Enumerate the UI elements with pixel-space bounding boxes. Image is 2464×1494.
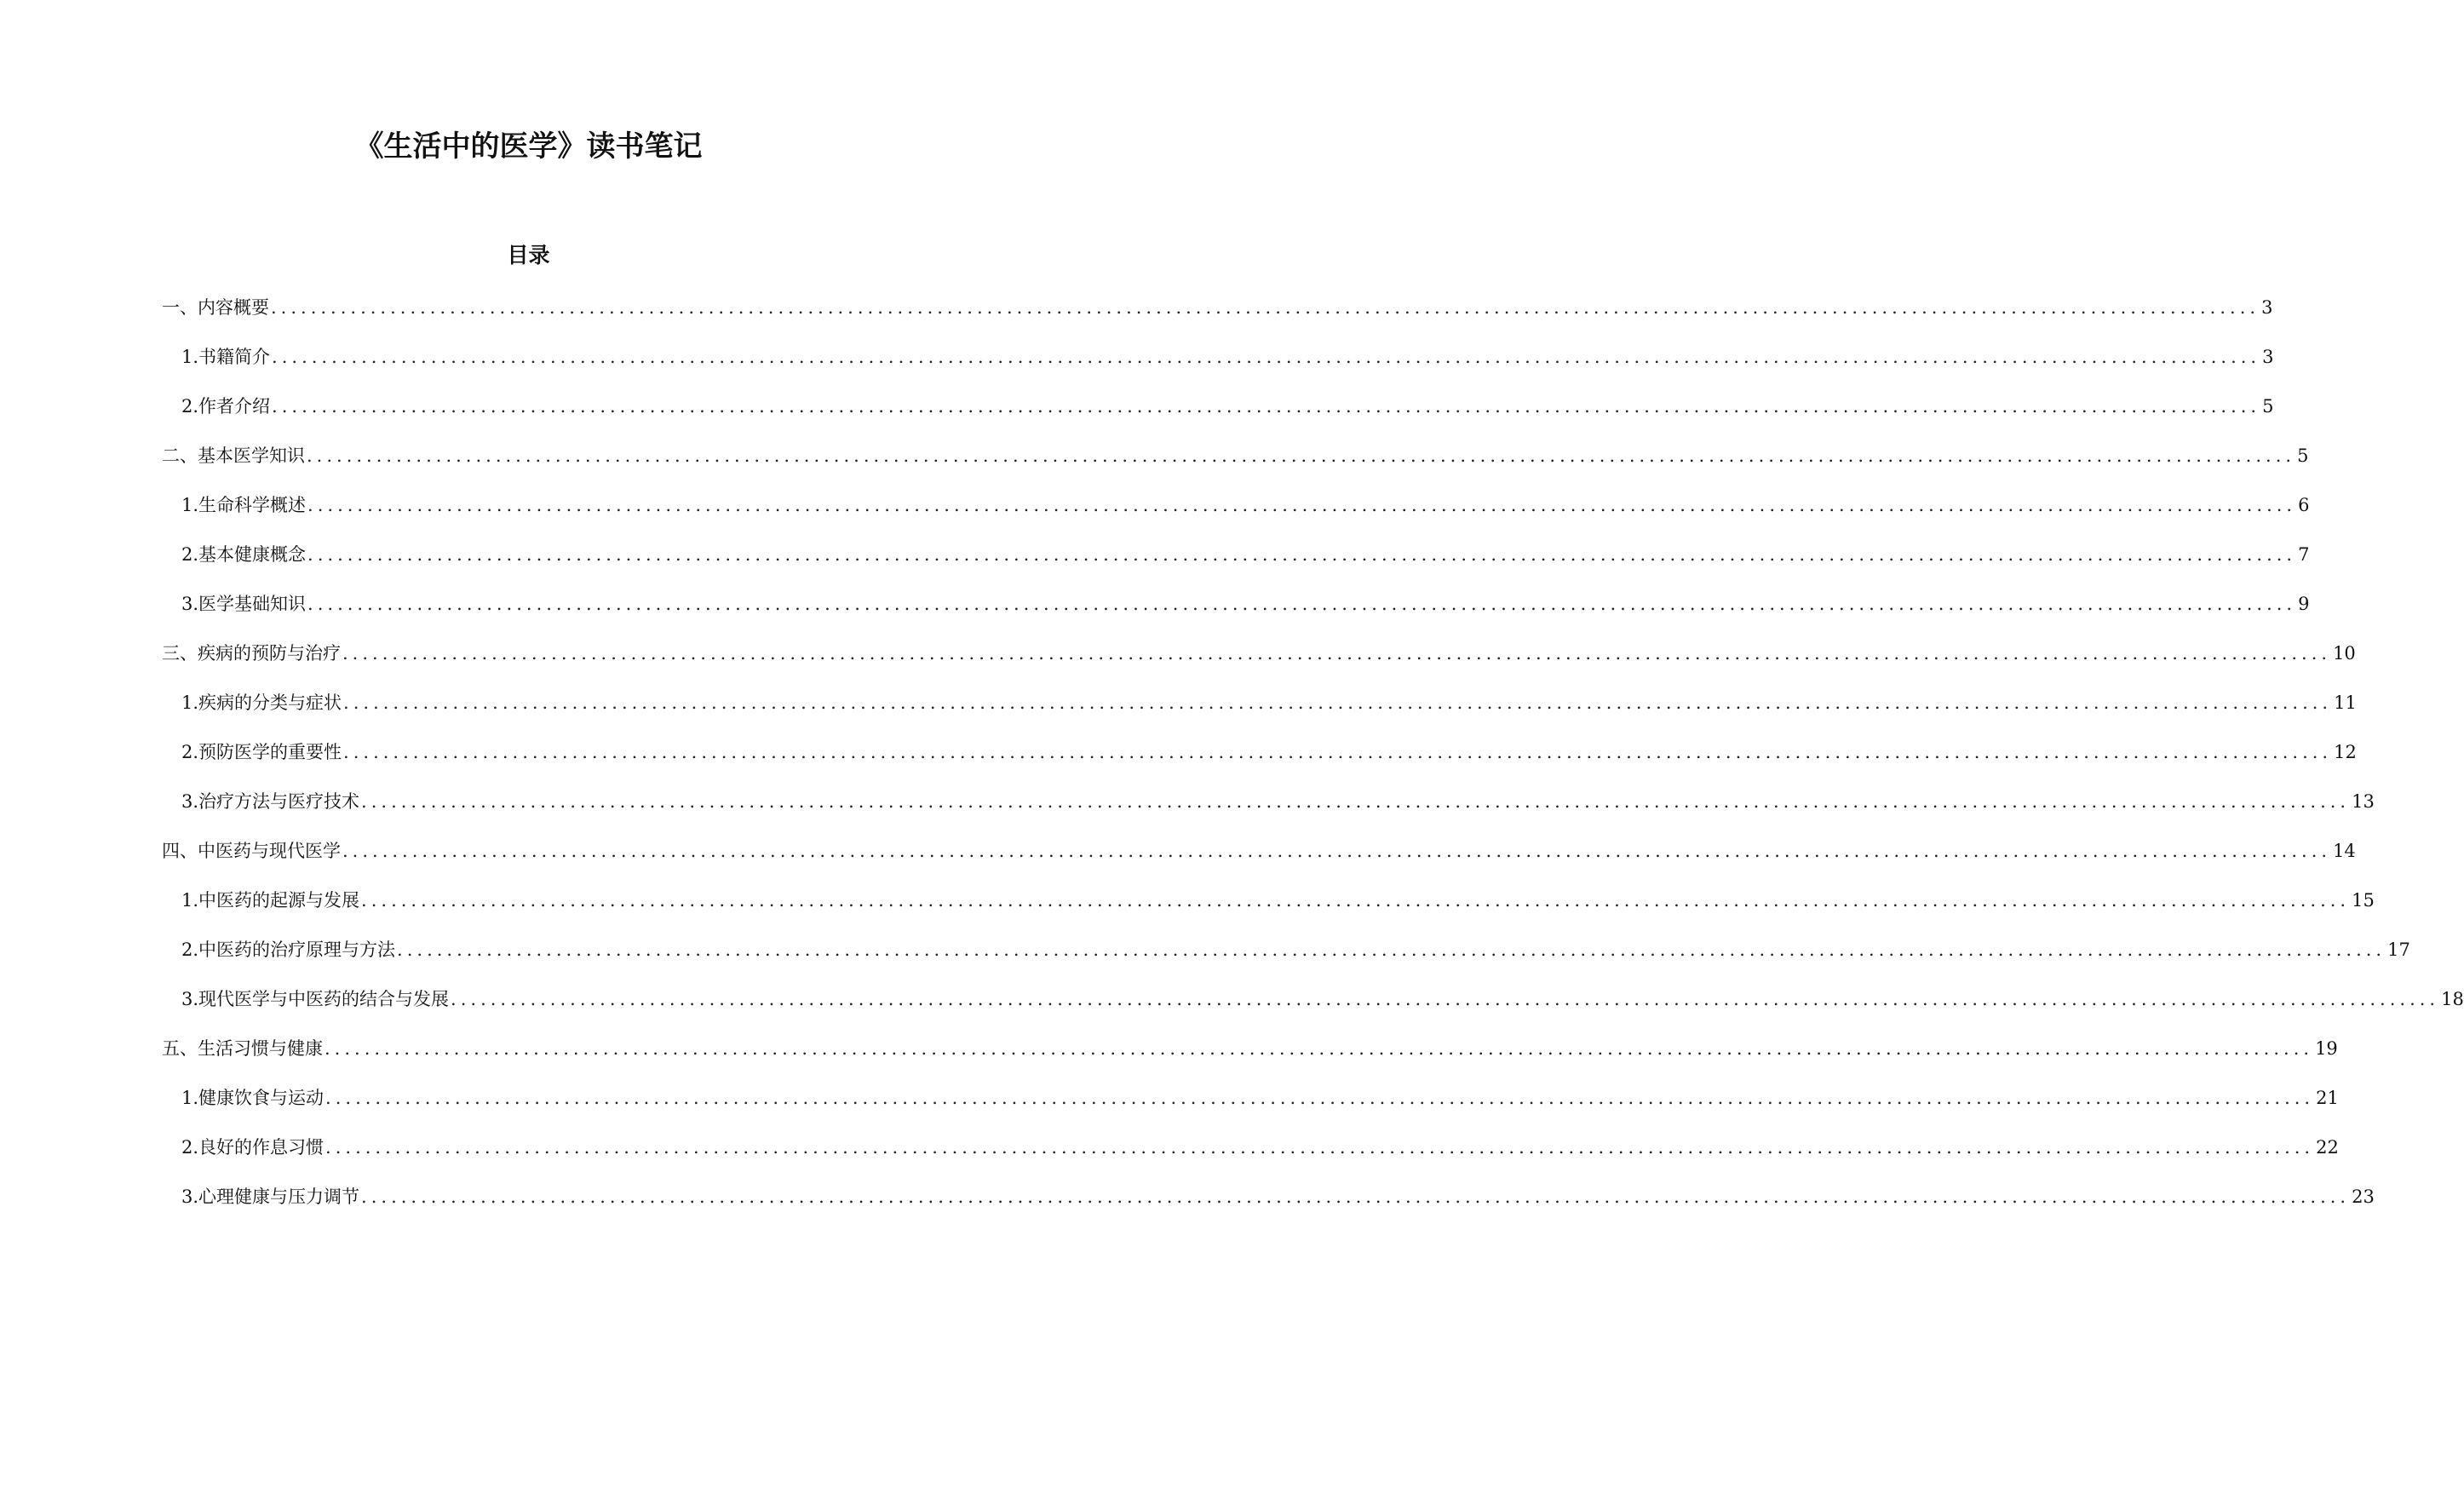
toc-entry-label: 预防医学的重要性 [198, 742, 342, 762]
toc-entry-label: 医学基础知识 [198, 594, 307, 614]
toc-heading: 目录 [507, 243, 550, 267]
toc-section-entry[interactable] [162, 837, 2356, 865]
toc-entry-page-number: 15 [2352, 890, 2375, 911]
toc-subsection-entry[interactable] [181, 1183, 2375, 1210]
toc-entry-number: 2. [181, 396, 199, 417]
toc-entry-page-number: 19 [2315, 1038, 2338, 1059]
toc-entry-page-number: 18 [2441, 989, 2464, 1009]
toc-dot-leader: ........................................................................................................................................................................................................ [361, 890, 2351, 911]
toc-subsection-entry[interactable] [181, 393, 2274, 420]
toc-entry-page-number: 11 [2334, 692, 2357, 713]
toc-subsection-entry[interactable] [181, 887, 2375, 914]
toc-dot-leader: ........................................................................................................................................................................................................ [343, 742, 2333, 762]
toc-entry-label: 作者介绍 [198, 396, 271, 417]
toc-entry-label: 治疗方法与医疗技术 [198, 791, 360, 812]
toc-entry-page-number: 10 [2333, 643, 2356, 664]
toc-entry-label: 中医药的治疗原理与方法 [198, 939, 396, 960]
toc-entry-label: 中医药的起源与发展 [198, 890, 360, 911]
toc-dot-leader: ........................................................................................................................................................................................................ [342, 841, 2332, 861]
toc-entry-number: 1. [181, 890, 199, 911]
toc-subsection-entry[interactable] [181, 738, 2357, 766]
toc-entry-page-number: 21 [2316, 1088, 2339, 1108]
toc-entry-page-number: 3 [2261, 297, 2273, 318]
toc-entry-page-number: 17 [2387, 939, 2410, 960]
toc-entry-page-number: 3 [2262, 347, 2274, 367]
toc-entry-number: 2. [181, 742, 199, 762]
toc-entry-label: 一、内容概要 [162, 297, 269, 318]
toc-section-entry[interactable] [162, 294, 2273, 321]
toc-section-entry[interactable] [162, 442, 2309, 469]
toc-entry-page-number: 5 [2262, 396, 2274, 417]
toc-dot-leader: ........................................................................................................................................................................................................ [271, 297, 2260, 318]
toc-entry-page-number: 9 [2298, 594, 2310, 614]
toc-entry-label: 健康饮食与运动 [198, 1088, 325, 1108]
toc-dot-leader: ........................................................................................................................................................................................................ [361, 791, 2351, 812]
toc-entry-label: 四、中医药与现代医学 [162, 841, 341, 861]
toc-entry-page-number: 6 [2298, 495, 2310, 515]
toc-dot-leader: ........................................................................................................................................................................................................ [361, 1187, 2351, 1207]
toc-dot-leader: ........................................................................................................................................................................................................ [343, 692, 2333, 713]
toc-entry-number: 1. [181, 1088, 199, 1108]
toc-dot-leader: ........................................................................................................................................................................................................ [451, 989, 2440, 1009]
toc-subsection-entry[interactable] [181, 788, 2375, 815]
toc-subsection-entry[interactable] [181, 491, 2310, 519]
toc-entry-page-number: 12 [2334, 742, 2357, 762]
toc-dot-leader: ........................................................................................................................................................................................................ [272, 396, 2261, 417]
toc-entry-label: 基本健康概念 [198, 544, 307, 565]
toc-dot-leader: ........................................................................................................................................................................................................ [307, 495, 2297, 515]
toc-subsection-entry[interactable] [181, 689, 2357, 716]
toc-dot-leader: ........................................................................................................................................................................................................ [325, 1088, 2315, 1108]
toc-entry-number: 1. [181, 495, 199, 515]
toc-entry-number: 2. [181, 1137, 199, 1158]
toc-dot-leader: ........................................................................................................................................................................................................ [342, 643, 2332, 664]
toc-entry-number: 2. [181, 939, 199, 960]
toc-entry-page-number: 22 [2316, 1137, 2339, 1158]
toc-entry-label: 五、生活习惯与健康 [162, 1038, 323, 1059]
toc-entry-number: 3. [181, 1187, 199, 1207]
toc-subsection-entry[interactable] [181, 985, 2464, 1013]
toc-entry-page-number: 23 [2352, 1187, 2375, 1207]
toc-dot-leader: ........................................................................................................................................................................................................ [307, 544, 2297, 565]
toc-entry-label: 心理健康与压力调节 [198, 1187, 360, 1207]
toc-entry-label: 现代医学与中医药的结合与发展 [198, 989, 450, 1009]
toc-dot-leader: ........................................................................................................................................................................................................ [325, 1137, 2315, 1158]
toc-entry-number: 1. [181, 347, 199, 367]
toc-entry-label: 良好的作息习惯 [198, 1137, 325, 1158]
toc-dot-leader: ........................................................................................................................................................................................................ [307, 445, 2296, 466]
toc-entry-label: 书籍简介 [198, 347, 271, 367]
toc-dot-leader: ........................................................................................................................................................................................................ [272, 347, 2261, 367]
toc-entry-label: 疾病的分类与症状 [198, 692, 342, 713]
toc-entry-number: 3. [181, 791, 199, 812]
toc-entry-label: 二、基本医学知识 [162, 445, 305, 466]
toc-entry-label: 三、疾病的预防与治疗 [162, 643, 341, 664]
toc-section-entry[interactable] [162, 1035, 2338, 1062]
toc-dot-leader: ........................................................................................................................................................................................................ [307, 594, 2297, 614]
toc-entry-number: 3. [181, 594, 199, 614]
toc-subsection-entry[interactable] [181, 1134, 2339, 1161]
document-title: 《生活中的医学》读书笔记 [354, 129, 703, 164]
toc-subsection-entry[interactable] [181, 590, 2310, 618]
toc-subsection-entry[interactable] [181, 936, 2410, 963]
toc-entry-page-number: 14 [2333, 841, 2356, 861]
toc-entry-page-number: 5 [2297, 445, 2309, 466]
toc-subsection-entry[interactable] [181, 1084, 2339, 1112]
toc-section-entry[interactable] [162, 640, 2356, 667]
toc-dot-leader: ........................................................................................................................................................................................................ [397, 939, 2386, 960]
toc-entry-number: 2. [181, 544, 199, 565]
toc-entry-number: 1. [181, 692, 199, 713]
toc-subsection-entry[interactable] [181, 343, 2274, 371]
toc-entry-label: 生命科学概述 [198, 495, 307, 515]
toc-entry-page-number: 13 [2352, 791, 2375, 812]
toc-entry-number: 3. [181, 989, 199, 1009]
toc-dot-leader: ........................................................................................................................................................................................................ [325, 1038, 2314, 1059]
toc-subsection-entry[interactable] [181, 541, 2310, 568]
toc-entry-page-number: 7 [2298, 544, 2310, 565]
